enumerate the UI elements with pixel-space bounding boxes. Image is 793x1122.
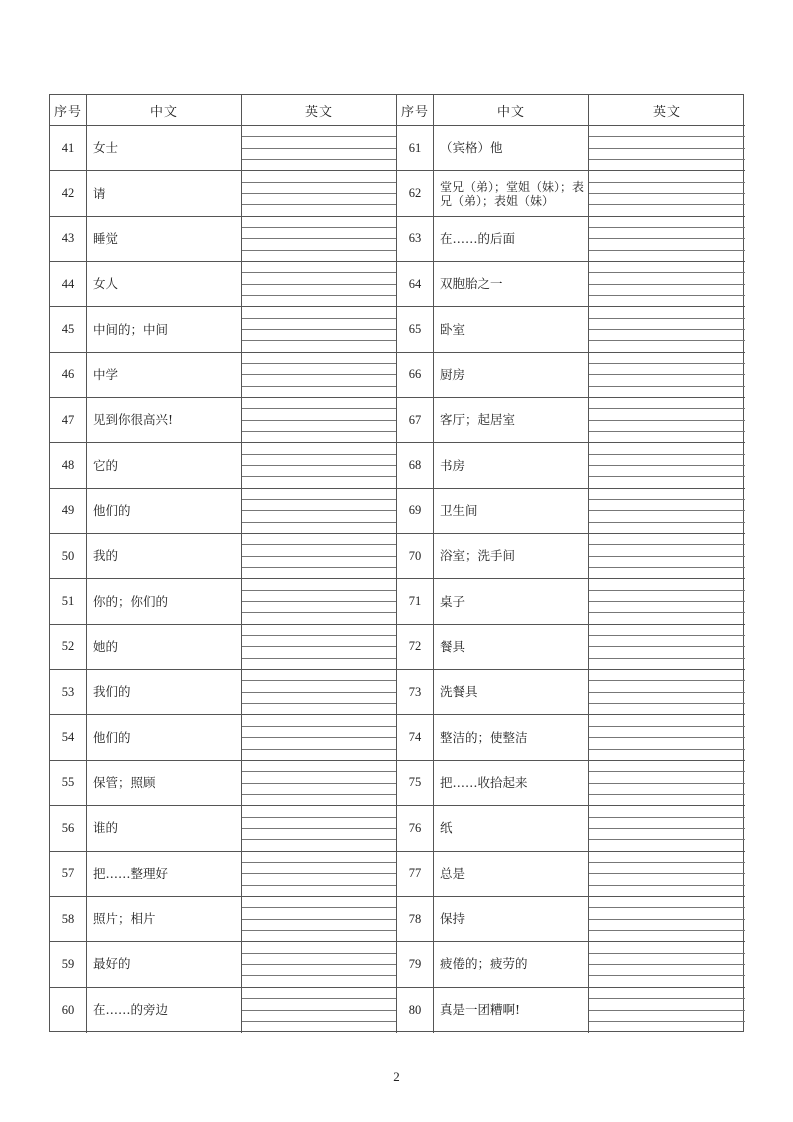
chinese-term: 疲倦的；疲劳的 — [434, 942, 589, 987]
answer-line[interactable] — [242, 863, 396, 874]
chinese-term: 整洁的；使整洁 — [434, 715, 589, 760]
answer-line[interactable] — [589, 205, 745, 215]
answer-line[interactable] — [242, 693, 396, 704]
row-number: 68 — [397, 443, 434, 488]
answer-line[interactable] — [589, 693, 745, 704]
row-number: 63 — [397, 217, 434, 262]
answer-line[interactable] — [242, 330, 396, 341]
answer-line[interactable] — [589, 409, 745, 420]
answer-line[interactable] — [242, 976, 396, 986]
answer-line[interactable] — [589, 954, 745, 965]
answer-line[interactable] — [589, 886, 745, 896]
english-answer-area[interactable] — [589, 670, 745, 715]
answer-line[interactable] — [589, 319, 745, 330]
answer-line[interactable] — [589, 523, 745, 533]
answer-line[interactable] — [242, 262, 396, 273]
chinese-term: 卫生间 — [434, 489, 589, 534]
chinese-term: 在……的后面 — [434, 217, 589, 262]
answer-line[interactable] — [589, 681, 745, 692]
answer-line[interactable] — [589, 126, 745, 137]
answer-line[interactable] — [242, 727, 396, 738]
vocabulary-table — [49, 94, 744, 1032]
row-number: 77 — [397, 852, 434, 897]
answer-line[interactable] — [242, 942, 396, 953]
english-answer-area[interactable] — [242, 262, 397, 307]
answer-line[interactable] — [242, 171, 396, 182]
chinese-term: 你的；你们的 — [87, 579, 242, 624]
answer-line[interactable] — [589, 1011, 745, 1023]
english-answer-area[interactable] — [242, 806, 397, 851]
answer-line[interactable] — [589, 613, 745, 623]
row-number: 51 — [50, 579, 87, 624]
english-answer-area[interactable] — [242, 988, 397, 1033]
chinese-term: 书房 — [434, 443, 589, 488]
chinese-term: 桌子 — [434, 579, 589, 624]
chinese-term: 女士 — [87, 126, 242, 171]
answer-line[interactable] — [242, 398, 396, 409]
answer-line[interactable] — [242, 455, 396, 466]
answer-line[interactable] — [242, 511, 396, 522]
row-number: 62 — [397, 171, 434, 216]
answer-line[interactable] — [589, 863, 745, 874]
answer-line[interactable] — [589, 307, 745, 318]
answer-line[interactable] — [242, 772, 396, 783]
answer-line[interactable] — [242, 296, 396, 306]
english-answer-area[interactable] — [589, 534, 745, 579]
answer-line[interactable] — [242, 715, 396, 726]
english-answer-area[interactable] — [242, 353, 397, 398]
english-answer-area[interactable] — [242, 398, 397, 443]
answer-line[interactable] — [589, 443, 745, 454]
answer-line[interactable] — [242, 954, 396, 965]
answer-line[interactable] — [242, 761, 396, 772]
answer-line[interactable] — [589, 897, 745, 908]
answer-line[interactable] — [589, 341, 745, 351]
page-number: 2 — [393, 1069, 400, 1084]
answer-line[interactable] — [589, 806, 745, 817]
answer-line[interactable] — [589, 500, 745, 511]
row-number: 46 — [50, 353, 87, 398]
english-answer-area[interactable] — [589, 262, 745, 307]
row-number: 47 — [50, 398, 87, 443]
answer-line[interactable] — [589, 466, 745, 477]
chinese-term: 洗餐具 — [434, 670, 589, 715]
answer-line[interactable] — [589, 784, 745, 795]
answer-line[interactable] — [242, 625, 396, 636]
answer-line[interactable] — [589, 489, 745, 500]
answer-line[interactable] — [242, 421, 396, 432]
english-answer-area[interactable] — [589, 761, 745, 806]
answer-line[interactable] — [589, 387, 745, 397]
chinese-term: 堂兄（弟）；堂姐（妹）；表兄（弟）；表姐（妹） — [434, 171, 589, 216]
answer-line[interactable] — [589, 840, 745, 850]
chinese-term: 谁的 — [87, 806, 242, 851]
answer-line[interactable] — [242, 886, 396, 896]
answer-line[interactable] — [589, 296, 745, 306]
answer-line[interactable] — [242, 647, 396, 658]
answer-line[interactable] — [589, 704, 745, 714]
english-answer-area[interactable] — [242, 897, 397, 942]
chinese-term: 总是 — [434, 852, 589, 897]
answer-line[interactable] — [242, 217, 396, 228]
english-answer-area[interactable] — [242, 489, 397, 534]
answer-line[interactable] — [589, 194, 745, 205]
english-answer-area[interactable] — [242, 217, 397, 262]
row-number: 73 — [397, 670, 434, 715]
row-number: 52 — [50, 625, 87, 670]
answer-line[interactable] — [242, 307, 396, 318]
row-number: 80 — [397, 988, 434, 1033]
answer-line[interactable] — [589, 183, 745, 194]
row-number: 44 — [50, 262, 87, 307]
answer-line[interactable] — [242, 364, 396, 375]
answer-line[interactable] — [242, 477, 396, 487]
answer-line[interactable] — [242, 387, 396, 397]
answer-line[interactable] — [589, 976, 745, 986]
answer-line[interactable] — [589, 568, 745, 578]
answer-line[interactable] — [242, 523, 396, 533]
answer-line[interactable] — [589, 761, 745, 772]
answer-line[interactable] — [589, 364, 745, 375]
english-answer-area[interactable] — [589, 579, 745, 624]
row-number: 75 — [397, 761, 434, 806]
header-cn-right: 中文 — [434, 95, 589, 126]
answer-line[interactable] — [242, 806, 396, 817]
english-answer-area[interactable] — [589, 443, 745, 488]
english-answer-area[interactable] — [589, 171, 745, 216]
english-answer-area[interactable] — [589, 353, 745, 398]
chinese-term: 她的 — [87, 625, 242, 670]
answer-line[interactable] — [242, 750, 396, 760]
answer-line[interactable] — [589, 999, 745, 1011]
answer-line[interactable] — [242, 636, 396, 647]
header-num-right: 序号 — [397, 95, 434, 126]
answer-line[interactable] — [589, 545, 745, 556]
english-answer-area[interactable] — [242, 625, 397, 670]
english-answer-area[interactable] — [242, 534, 397, 579]
english-answer-area[interactable] — [242, 171, 397, 216]
answer-line[interactable] — [589, 171, 745, 182]
answer-line[interactable] — [242, 126, 396, 137]
row-number: 67 — [397, 398, 434, 443]
answer-line[interactable] — [242, 160, 396, 170]
answer-line[interactable] — [589, 455, 745, 466]
english-answer-area[interactable] — [242, 307, 397, 352]
header-en-left: 英文 — [242, 95, 397, 126]
english-answer-area[interactable] — [589, 942, 745, 987]
answer-line[interactable] — [242, 353, 396, 364]
answer-line[interactable] — [589, 511, 745, 522]
answer-line[interactable] — [589, 625, 745, 636]
answer-line[interactable] — [242, 784, 396, 795]
chinese-term: 最好的 — [87, 942, 242, 987]
english-answer-area[interactable] — [242, 852, 397, 897]
answer-line[interactable] — [242, 205, 396, 215]
answer-line[interactable] — [589, 965, 745, 976]
answer-line[interactable] — [589, 738, 745, 749]
row-number: 56 — [50, 806, 87, 851]
chinese-term: 在……的旁边 — [87, 988, 242, 1033]
answer-line[interactable] — [242, 897, 396, 908]
english-answer-area[interactable] — [589, 715, 745, 760]
english-answer-area[interactable] — [242, 715, 397, 760]
answer-line[interactable] — [242, 273, 396, 284]
chinese-term: 睡觉 — [87, 217, 242, 262]
row-number: 54 — [50, 715, 87, 760]
answer-line[interactable] — [242, 999, 396, 1011]
answer-line[interactable] — [242, 443, 396, 454]
answer-line[interactable] — [242, 183, 396, 194]
answer-line[interactable] — [242, 319, 396, 330]
answer-line[interactable] — [242, 829, 396, 840]
row-number: 70 — [397, 534, 434, 579]
answer-line[interactable] — [589, 988, 745, 1000]
chinese-term: 见到你很高兴! — [87, 398, 242, 443]
chinese-term: 照片；相片 — [87, 897, 242, 942]
row-number: 64 — [397, 262, 434, 307]
answer-line[interactable] — [242, 545, 396, 556]
answer-line[interactable] — [589, 647, 745, 658]
answer-line[interactable] — [589, 1022, 745, 1033]
answer-line[interactable] — [242, 920, 396, 931]
answer-line[interactable] — [589, 353, 745, 364]
answer-line[interactable] — [242, 228, 396, 239]
row-number: 45 — [50, 307, 87, 352]
row-number: 50 — [50, 534, 87, 579]
answer-line[interactable] — [589, 228, 745, 239]
answer-line[interactable] — [589, 772, 745, 783]
row-number: 48 — [50, 443, 87, 488]
english-answer-area[interactable] — [589, 489, 745, 534]
answer-line[interactable] — [589, 931, 745, 941]
answer-line[interactable] — [589, 908, 745, 919]
answer-line[interactable] — [589, 217, 745, 228]
chinese-term: 女人 — [87, 262, 242, 307]
answer-line[interactable] — [242, 1011, 396, 1023]
answer-line[interactable] — [242, 852, 396, 863]
chinese-term: 它的 — [87, 443, 242, 488]
answer-line[interactable] — [589, 149, 745, 160]
chinese-term: 浴室；洗手间 — [434, 534, 589, 579]
answer-line[interactable] — [589, 750, 745, 760]
answer-line[interactable] — [589, 534, 745, 545]
answer-line[interactable] — [242, 602, 396, 613]
answer-line[interactable] — [242, 579, 396, 590]
row-number: 71 — [397, 579, 434, 624]
row-number: 61 — [397, 126, 434, 171]
answer-line[interactable] — [589, 670, 745, 681]
header-cn-left: 中文 — [87, 95, 242, 126]
chinese-term: 中间的；中间 — [87, 307, 242, 352]
answer-line[interactable] — [589, 715, 745, 726]
answer-line[interactable] — [242, 432, 396, 442]
answer-line[interactable] — [242, 659, 396, 669]
answer-line[interactable] — [589, 137, 745, 148]
english-answer-area[interactable] — [589, 806, 745, 851]
answer-line[interactable] — [242, 795, 396, 805]
answer-line[interactable] — [242, 341, 396, 351]
answer-line[interactable] — [589, 330, 745, 341]
row-number: 55 — [50, 761, 87, 806]
english-answer-area[interactable] — [589, 625, 745, 670]
answer-line[interactable] — [589, 285, 745, 296]
answer-line[interactable] — [242, 489, 396, 500]
answer-line[interactable] — [242, 149, 396, 160]
row-number: 57 — [50, 852, 87, 897]
answer-line[interactable] — [589, 579, 745, 590]
answer-line[interactable] — [242, 285, 396, 296]
answer-line[interactable] — [242, 409, 396, 420]
row-number: 58 — [50, 897, 87, 942]
row-number: 79 — [397, 942, 434, 987]
chinese-term: 真是一团糟啊! — [434, 988, 589, 1033]
row-number: 76 — [397, 806, 434, 851]
english-answer-area[interactable] — [242, 443, 397, 488]
english-answer-area[interactable] — [242, 670, 397, 715]
row-number: 59 — [50, 942, 87, 987]
answer-line[interactable] — [589, 160, 745, 170]
row-number: 53 — [50, 670, 87, 715]
chinese-term: 中学 — [87, 353, 242, 398]
answer-line[interactable] — [242, 704, 396, 714]
answer-line[interactable] — [242, 557, 396, 568]
answer-line[interactable] — [589, 262, 745, 273]
answer-line[interactable] — [589, 251, 745, 261]
chinese-term: 双胞胎之一 — [434, 262, 589, 307]
answer-line[interactable] — [242, 988, 396, 1000]
english-answer-area[interactable] — [589, 852, 745, 897]
row-number: 69 — [397, 489, 434, 534]
chinese-term: 卧室 — [434, 307, 589, 352]
answer-line[interactable] — [242, 375, 396, 386]
english-answer-area[interactable] — [589, 307, 745, 352]
answer-line[interactable] — [589, 942, 745, 953]
answer-line[interactable] — [589, 829, 745, 840]
chinese-term: 把……收拾起来 — [434, 761, 589, 806]
answer-line[interactable] — [589, 477, 745, 487]
chinese-term: 他们的 — [87, 715, 242, 760]
english-answer-area[interactable] — [589, 126, 745, 171]
answer-line[interactable] — [242, 965, 396, 976]
answer-line[interactable] — [242, 137, 396, 148]
english-answer-area[interactable] — [242, 942, 397, 987]
answer-line[interactable] — [242, 1022, 396, 1033]
chinese-term: 他们的 — [87, 489, 242, 534]
answer-line[interactable] — [589, 602, 745, 613]
header-num-left: 序号 — [50, 95, 87, 126]
answer-line[interactable] — [589, 795, 745, 805]
answer-line[interactable] — [242, 568, 396, 578]
english-answer-area[interactable] — [242, 761, 397, 806]
answer-line[interactable] — [242, 931, 396, 941]
chinese-term: 保管；照顾 — [87, 761, 242, 806]
chinese-term: 请 — [87, 171, 242, 216]
header-en-right: 英文 — [589, 95, 745, 126]
answer-line[interactable] — [242, 670, 396, 681]
answer-line[interactable] — [589, 591, 745, 602]
answer-line[interactable] — [589, 727, 745, 738]
row-number: 60 — [50, 988, 87, 1033]
answer-line[interactable] — [589, 432, 745, 442]
answer-line[interactable] — [242, 466, 396, 477]
chinese-term: 纸 — [434, 806, 589, 851]
row-number: 42 — [50, 171, 87, 216]
answer-line[interactable] — [242, 908, 396, 919]
chinese-term: 把……整理好 — [87, 852, 242, 897]
answer-line[interactable] — [242, 194, 396, 205]
answer-line[interactable] — [242, 613, 396, 623]
english-answer-area[interactable] — [242, 126, 397, 171]
answer-line[interactable] — [242, 251, 396, 261]
answer-line[interactable] — [589, 273, 745, 284]
answer-line[interactable] — [589, 874, 745, 885]
english-answer-area[interactable] — [242, 579, 397, 624]
chinese-term: 我的 — [87, 534, 242, 579]
row-number: 74 — [397, 715, 434, 760]
answer-line[interactable] — [242, 239, 396, 250]
answer-line[interactable] — [242, 818, 396, 829]
row-number: 43 — [50, 217, 87, 262]
row-number: 72 — [397, 625, 434, 670]
row-number: 78 — [397, 897, 434, 942]
answer-line[interactable] — [589, 421, 745, 432]
row-number: 65 — [397, 307, 434, 352]
answer-line[interactable] — [242, 874, 396, 885]
chinese-term: 厨房 — [434, 353, 589, 398]
answer-line[interactable] — [242, 534, 396, 545]
answer-line[interactable] — [589, 852, 745, 863]
chinese-term: 我们的 — [87, 670, 242, 715]
chinese-term: 餐具 — [434, 625, 589, 670]
chinese-term: 保持 — [434, 897, 589, 942]
english-answer-area[interactable] — [589, 398, 745, 443]
row-number: 66 — [397, 353, 434, 398]
chinese-term: 客厅；起居室 — [434, 398, 589, 443]
english-answer-area[interactable] — [589, 217, 745, 262]
answer-line[interactable] — [242, 840, 396, 850]
answer-line[interactable] — [242, 500, 396, 511]
answer-line[interactable] — [589, 375, 745, 386]
english-answer-area[interactable] — [589, 988, 745, 1033]
answer-line[interactable] — [589, 636, 745, 647]
answer-line[interactable] — [589, 239, 745, 250]
english-answer-area[interactable] — [589, 897, 745, 942]
row-number: 41 — [50, 126, 87, 171]
answer-line[interactable] — [589, 659, 745, 669]
answer-line[interactable] — [589, 398, 745, 409]
chinese-term: （宾格）他 — [434, 126, 589, 171]
answer-line[interactable] — [242, 738, 396, 749]
row-number: 49 — [50, 489, 87, 534]
answer-line[interactable] — [589, 818, 745, 829]
answer-line[interactable] — [589, 557, 745, 568]
answer-line[interactable] — [242, 591, 396, 602]
answer-line[interactable] — [589, 920, 745, 931]
answer-line[interactable] — [242, 681, 396, 692]
